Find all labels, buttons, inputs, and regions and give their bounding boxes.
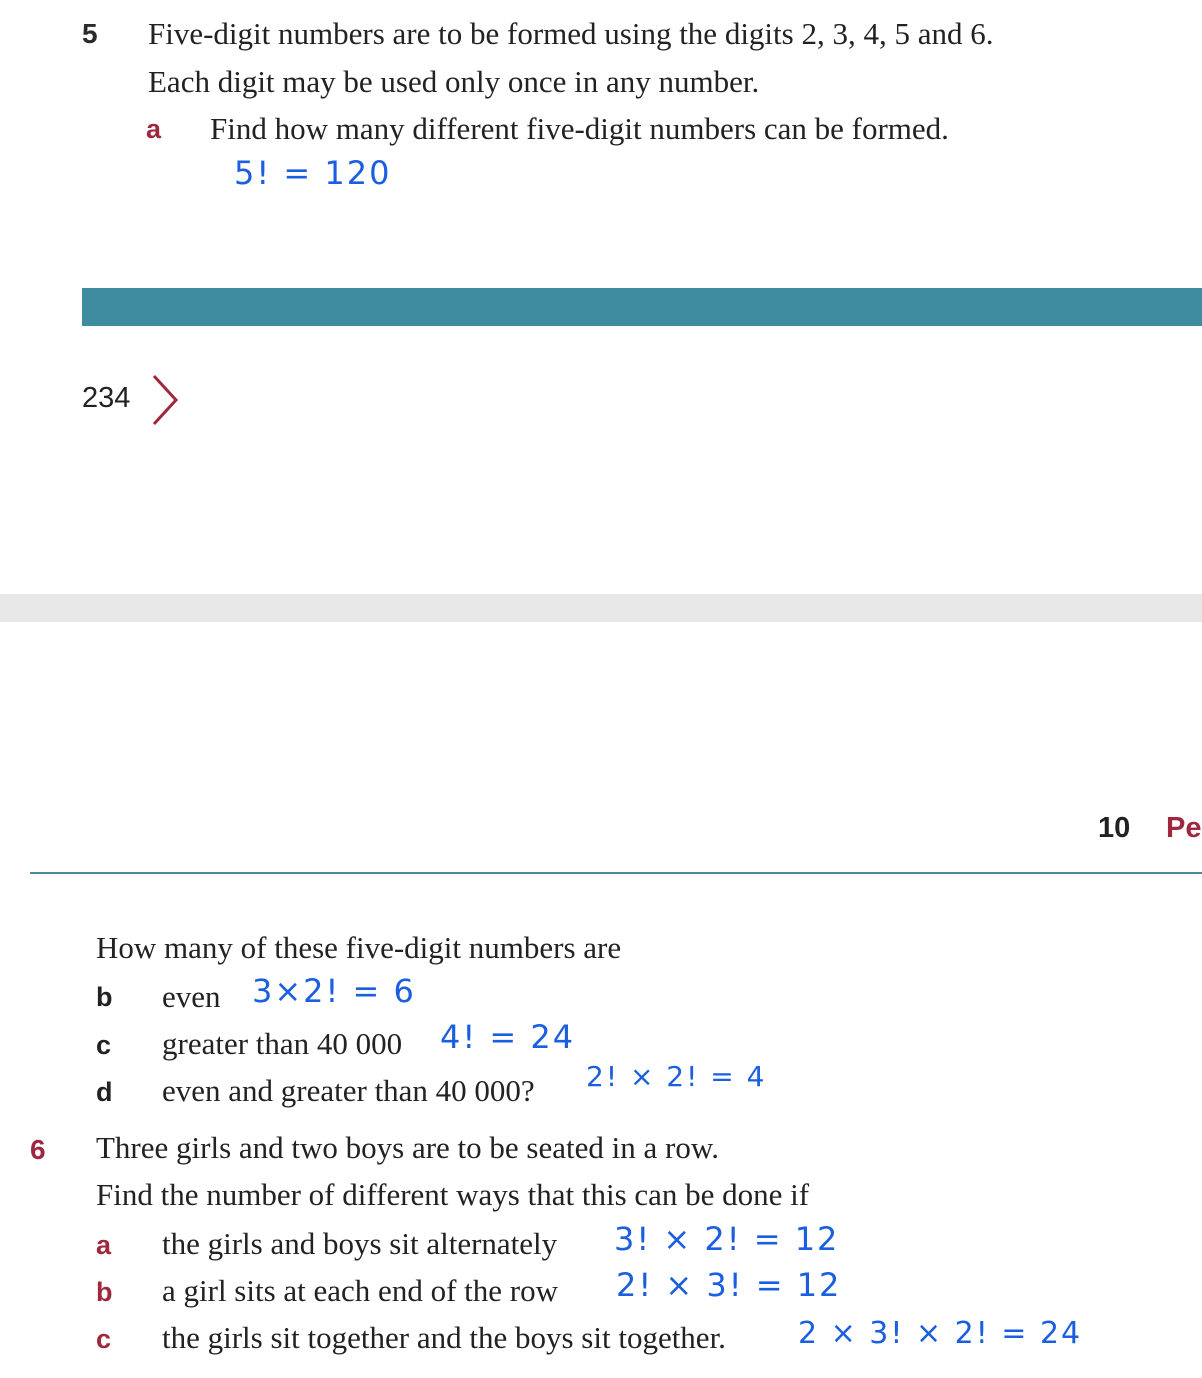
question-text: Five-digit numbers are to be formed using the digits 2, 3, 4, 5 and 6. [148,16,994,51]
part-letter: b [96,1277,113,1307]
part-text: the girls sit together and the boys sit together. [162,1320,726,1355]
page-number: 234 [82,382,131,414]
page-gap-band [0,594,1202,622]
chapter-label: Pe [1166,812,1202,844]
handwritten-answer: 2! × 2! = 4 [586,1060,767,1093]
part-letter: a [96,1230,112,1260]
question-text: Three girls and two boys are to be seated in a row. [96,1130,719,1165]
part-letter: d [96,1077,113,1107]
question-text: How many of these five-digit numbers are [96,930,622,965]
page-number: 10 [1098,812,1131,844]
handwritten-answer: 5! = 120 [234,154,392,192]
part-text: even [162,979,221,1014]
part-text: the girls and boys sit alternately [162,1226,558,1261]
question-text: Each digit may be used only once in any number. [148,64,760,99]
part-text: a girl sits at each end of the row [162,1273,558,1308]
part-letter: c [96,1030,112,1060]
question-number: 5 [82,18,98,49]
part-text: Find how many different five-digit numbers can be formed. [210,111,949,146]
header-rule [30,872,1202,874]
part-text: greater than 40 000 [162,1026,403,1061]
part-letter: b [96,982,113,1012]
handwritten-answer: 3! × 2! = 12 [614,1220,840,1258]
question-number: 6 [30,1134,46,1165]
handwritten-answer: 4! = 24 [440,1018,576,1056]
part-letter: c [96,1324,112,1354]
question-text: Find the number of different ways that this can be done if [96,1177,810,1212]
page-header-band [82,288,1202,326]
part-text: even and greater than 40 000? [162,1073,535,1108]
handwritten-answer: 2 × 3! × 2! = 24 [798,1316,1083,1351]
handwritten-answer: 3×2! = 6 [252,972,416,1010]
part-letter: a [146,114,162,144]
handwritten-answer: 2! × 3! = 12 [616,1266,842,1304]
chevron-right-icon [148,372,182,433]
